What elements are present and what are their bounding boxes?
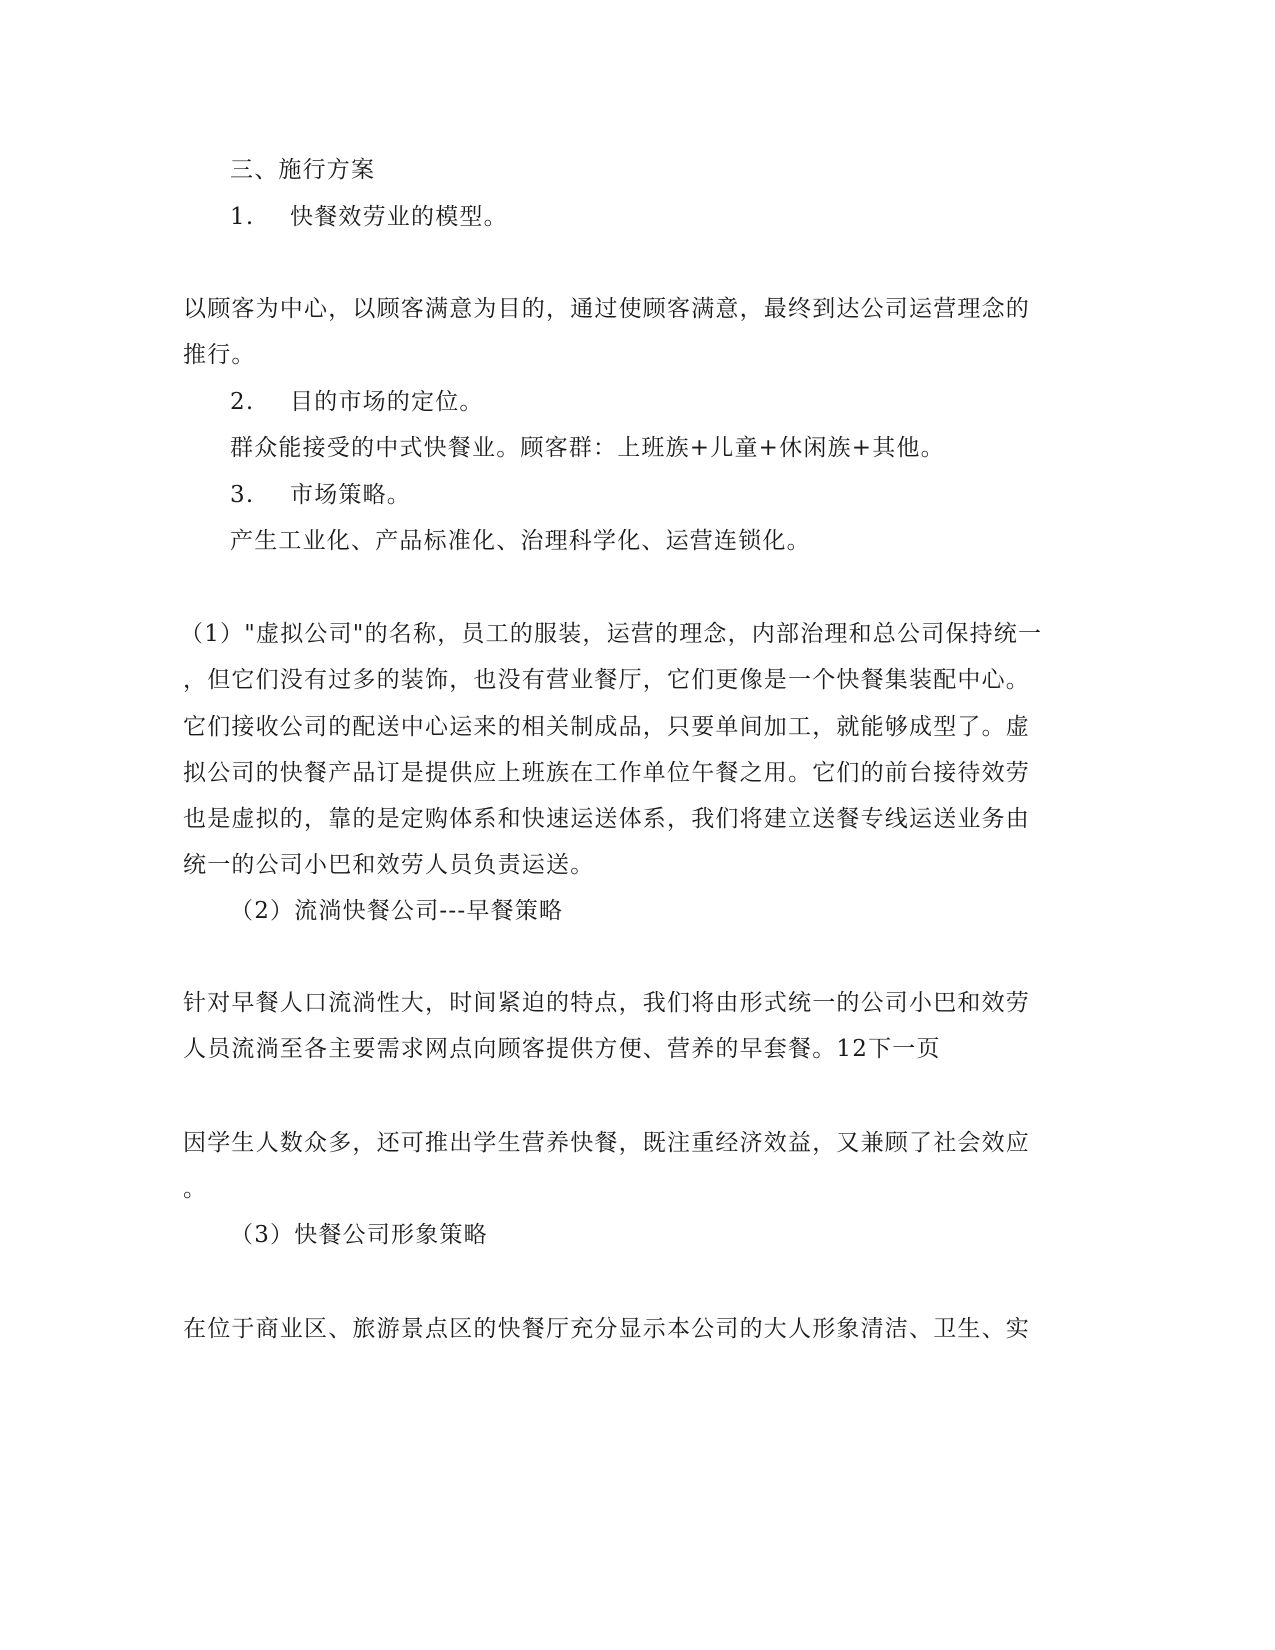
sub-1-body-line: ，但它们没有过多的装饰，也没有营业餐厅，它们更像是一个快餐集装配中心。 [183,667,1030,693]
sub-2-body-line: 针对早餐人口流淌性大，时间紧迫的特点，我们将由形式统一的公司小巴和效劳 [183,990,1030,1016]
item-2-body: 群众能接受的中式快餐业。顾客群：上班族+儿童+休闲族+其他。 [230,435,945,461]
section-heading: 三、施行方案 [230,157,376,183]
item-2-heading [230,387,484,417]
item-1-heading [230,202,508,232]
item-1-body-line: 以顾客为中心，以顾客满意为目的，通过使顾客满意，最终到达公司运营理念的 [183,296,1030,322]
item-1-number: 1. [230,204,255,230]
item-1-body-line: 推行。 [183,342,256,368]
sub-1-body-line: 拟公司的快餐产品订是提供应上班族在工作单位午餐之用。它们的前台接待效劳 [183,760,1030,786]
sub-1-body-line: 它们接收公司的配送中心运来的相关制成品，只要单间加工，就能够成型了。虚 [183,714,1030,740]
item-3-heading [230,480,411,510]
item-3-body: 产生工业化、产品标准化、治理科学化、运营连锁化。 [230,528,811,554]
item-3-number: 3. [230,482,255,508]
sub-2-extra-line: 。 [183,1176,208,1202]
item-1-title: 快餐效劳业的模型。 [290,204,508,230]
sub-2-body-line: 人员流淌至各主要需求网点向顾客提供方便、营养的早套餐。12下一页 [183,1036,941,1062]
sub-3-body-line: 在位于商业区、旅游景点区的快餐厅充分显示本公司的大人形象清洁、卫生、实 [183,1316,1030,1342]
sub-3-title: （3）快餐公司形象策略 [230,1222,488,1248]
sub-1-body-line: 统一的公司小巴和效劳人员负责运送。 [183,852,595,878]
sub-1-body-line: （1）"虚拟公司"的名称，员工的服装，运营的理念，内部治理和总公司保持统一 [180,621,1043,647]
item-2-number: 2. [230,389,255,415]
item-2-title: 目的市场的定位。 [290,389,484,415]
sub-2-title: （2）流淌快餐公司---早餐策略 [230,898,564,924]
sub-1-body-line: 也是虚拟的，靠的是定购体系和快速运送体系，我们将建立送餐专线运送业务由 [183,806,1030,832]
item-3-title: 市场策略。 [290,482,411,508]
sub-2-extra-line: 因学生人数众多，还可推出学生营养快餐，既注重经济效益，又兼顾了社会效应 [183,1130,1030,1156]
